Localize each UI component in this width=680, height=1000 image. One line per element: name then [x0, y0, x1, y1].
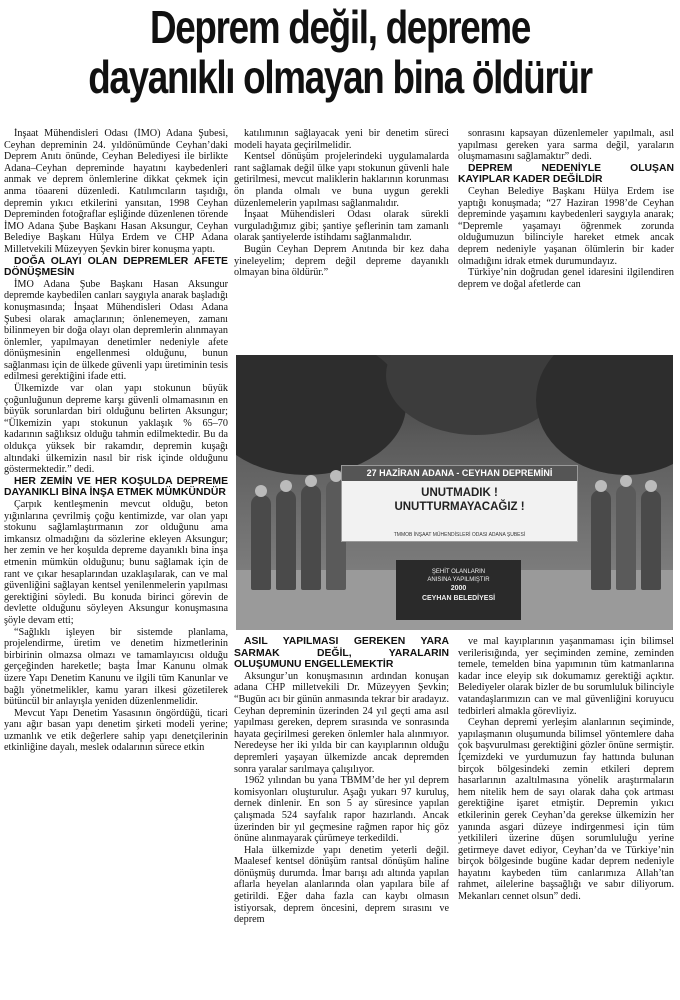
paragraph: İnşaat Mühendisleri Odası (İMO) Adana Şubesi, Ceyhan depreminin 24. yıldönümünde Ceyhan’daki Deprem Anıtı önünde, Ceyhan Belediyesi ile birlikte Adana–Ceyhan depreminde hayatını kaybedenleri anmak ve deprem önlemlerine dikkat çekmek için anma töaareni düzenledi. Katılımcıların taşıdığı, depremin yıkıcı etkilerini yansıtan, 1998 Ceyhan Depreminden fotoğraflar eşliğinde düzenlenen törende İMO Adana Şube Başkanı Hasan Aksungur, Ceyhan Belediye Başkanı Hülya Erdem ve CHP Adana Milletvekili Müzeyyen Şevkin birer konuşma yaptı. [4, 128, 228, 255]
paragraph: Çarpık kentleşmenin mevcut olduğu, beton yığınlarına çevrilmiş çoğu kentimizde, var olan yapı stokunu sağlamlaştırmanın zor olduğunu ama imkansız olmadığını da sözlerine ekleyen Aksungur; her zemin ve her koşulda depreme dayanıklı bina inşa etmenin mümkün olduğunu; bunu sağlamak için de rant ve çıkar hesaplarından uzaklaşılarak, can ve mal güvenliğini sağlayan kentsel yenilenmelerin yapılması gerektiğini söyledi. Bu konuda birinci görevin de devlette olduğunu söyleyen Aksungur konuşmasına şöyle devam etti; [4, 499, 228, 626]
paragraph: sonrasını kapsayan düzenlemeler yapılmalı, asıl yapılması gereken yara sarma değil, yaraların oluşmamasını sağlamaktır” dedi. [458, 128, 674, 163]
headline [68, 2, 612, 102]
paragraph: Ceyhan depremi yerleşim alanlarının seçiminde, yapılaşmanın oluşumunda bilimsel yöntemlere daha çok başvurulması gerektiğini gözler önüne sermiştir. İçemizdeki ve yurdumuzun fay hattında bulunan birçok bölgesindeki zemin etkileri deprem hasarlarının azaltılmasına yönelik araştırmaların hem nitelik hem de sayı olarak daha çok artması gerektiğine işaret etmiştir. Depremin yıkıcı etkilerinin gerek Ceyhan’da gerekse ülkemizin her yanında asgari düzeye indirgenmesi için tüm yetkilileri üzerine düşen sorumluluğu yerine getirmeye davet ediyor, Ceyhan’da ve Türkiye’nin birçok bölgesinde bugüne kadar deprem nedeniyle hayatını kaybeden tüm canlarımıza Allah’tan rahmet, ailelerine başsağlığı ve sabır diliyorum. Mekanları cennet olsun” dedi. [458, 717, 674, 903]
plaque-line2: ANISINA YAPILMIŞTIR [427, 577, 490, 583]
paragraph: Ceyhan Belediye Başkanı Hülya Erdem ise yaptığı konuşmada; “27 Haziran 1998’de Ceyhan depreminde yaşamını kaybedenleri saygıyla anarak; “Depremle yaşamayı öğrenmek zorunda olduğumuzun bilinciyle hareket etmek ancak deprem nedeniyle yaşanan ölümlerin bir kader olmadığını idrak etmek durumundayız. [458, 185, 674, 267]
paragraph: Hala ülkemizde yapı denetim yeterli değil. Maalesef kentsel dönüşüm rantsal dönüşüm haline dönüşmüş durumda. İmar barışı adı altında yapılan aflarla heyelan alanlarında olan yapılara bile af getirildi. Eğer daha fazla can kaybı olmasın istiyorsak, deprem öncesini, deprem sırasını ve deprem [234, 844, 449, 926]
ceremony-photo [236, 355, 673, 630]
subheading: HER ZEMİN VE HER KOŞULDA DEPREME DAYANIKLI BİNA İNŞA ETMEK MÜMKÜNDÜR [4, 475, 228, 499]
headline-line1: Deprem değil, depreme [149, 1, 531, 53]
banner-footer: TMMOB İNŞAAT MÜHENDİSLERİ ODASI ADANA ŞUBESİ [393, 532, 526, 538]
paragraph: Mevcut Yapı Denetim Yasasının öngördüğü, ticari yanı ağır basan yapı denetim şirketi modeli yerine; uzmanlık ve etik değerlere sahip yapı denetçilerinin etkinliğine dayalı, meslek odalarının sürece etkin [4, 707, 228, 754]
column-3 [458, 128, 674, 353]
paragraph: “Sağlıklı işleyen bir sistemde planlama, projelendirme, üretim ve denetim hizmetlerinin birbirinin olmazsa olmazı ve tamamlayıcısı olduğu gerçeğinden hareketle; başta İmar Kanunu olmak üzere Yapı Denetim Kanunu ve ilgili tüm Kanunlar ve bağlı yönetmelikler, kamu yararı ilkesi gözetilerek bütüncül bir anlayışla yeniden düzenlenmelidir. [4, 626, 228, 708]
paragraph: Kentsel dönüşüm projelerindeki uygulamalarda rant sağlamak değil ülke yapı stokunun güvenli hale getirilmesi, mevcut maliklerin haklarının korunması ön planda olmalı ve buna uygun gerekli düzenlemelerin yapılması sağlanmalıdır. [234, 151, 449, 209]
plaque-line1: ŞEHİT OLANLARIN [431, 569, 486, 575]
memorial-plaque [396, 560, 521, 620]
subheading: ASIL YAPILMASI GEREKEN YARA SARMAK DEĞİL, YARALARIN OLUŞUMUNU ENGELLEMEKTİR [234, 636, 449, 671]
paragraph: Aksungur’un konuşmasının ardından konuşan adana CHP milletvekili Dr. Müzeyyen Şevkin; “Bugün acı bir günün anmasında tekrar bir aradayız. Ceyhan depreminin üzerinden 24 yıl geçti ama asıl yapılması gereken, deprem sırasında ve sonrasında hayata geçirilmesi gereken önlemler hala alınmıyor. Neredeyse her iki yılda bir can kayıplarının olduğu depremleri yaşayan ülkemizde ancak depremden sonra yaralar sarılmaya çalışılıyor. [234, 670, 449, 775]
column-2 [234, 128, 449, 353]
column-1 [4, 128, 228, 1000]
subheading: DEPREM NEDENİYLE OLUŞAN KAYIPLAR KADER DEĞİLDİR [458, 162, 674, 186]
paragraph: Türkiye’nin doğrudan genel idaresini ilgilendiren deprem ve doğal afetlerde can [458, 267, 674, 290]
column-4 [234, 636, 449, 1000]
memorial-banner [341, 465, 578, 542]
banner-line1: UNUTMADIK ! [421, 487, 498, 499]
subheading: DOĞA OLAYI OLAN DEPREMLER AFETE DÖNÜŞMESİN [4, 255, 228, 279]
headline-line2: dayanıklı olmayan bina öldürür [88, 51, 592, 103]
banner-top-text: 27 HAZİRAN ADANA - CEYHAN DEPREMİNİ [342, 466, 577, 481]
banner-line2: UNUTTURMAYACAĞIZ ! [394, 501, 525, 513]
paragraph: katılımının sağlayacak yeni bir denetim süreci modeli hayata geçirilmelidir. [234, 128, 449, 151]
paragraph: 1962 yılından bu yana TBMM’de her yıl deprem komisyonları oluşturulur. Aşağı yukarı 97 kuruluş, dernek dinlenir. En son 5 ay süresince yapılan çalışmada 524 sayfalık rapor hazırlandı. Ancak üzerinden bir yıl geçmesine rağmen rapor hiç göz önüne alınmayarak çürümeye terkedildi. [234, 775, 449, 845]
column-5 [458, 636, 674, 1000]
paragraph: ve mal kayıplarının yaşanmaması için bilimsel verilerisığında, yer seçiminden zemine, zeminden temele, temelden bina yapımının tüm katmanlarına kadar ince eleyip sık dokumamız gerektiği açıktır. Belediyeler olarak bizler de bu sorumluluk bilinciyle vatandaşlarımızın can ve mal güvenliğini koruyucu tedbirleri almakla görevliyiz. [458, 636, 674, 717]
plaque-line3: 2000 [450, 585, 467, 592]
plaque-line4: CEYHAN BELEDİYESİ [421, 595, 496, 602]
paragraph: Bugün Ceyhan Deprem Anıtında bir kez daha yineleyelim; deprem değil depreme dayanıklı olmayan bina öldürür.” [234, 243, 449, 279]
paragraph: İMO Adana Şube Başkanı Hasan Aksungur depremde kaybedilen canları saygıyla anarak başladığı konuşmasında; İnşaat Mühendisleri Odası Adana Şubesi olarak amaçlarının; önlenemeyen, zamanı bilinmeyen bir doğa olayı olan depremlerin alınmayan önlemler, yapılmayan denetimler nedeniyle afete dönüşmesinin engellenmesi olduğunu, bunun sağlanması için de ülkede güvenli yapı üretiminin tesis edilmesi gerektiğini ifade etti. [4, 278, 228, 383]
paragraph: İnşaat Mühendisleri Odası olarak sürekli vurguladığımız gibi; şantiye şeflerinin tam zamanlı olarak şantiyelerde istihdamı sağlanmalıdır. [234, 209, 449, 244]
paragraph: Ülkemizde var olan yapı stokunun büyük çoğunluğunun depreme karşı güvenli olmamasının en büyük sorunlardan biri olduğunu belirten Aksungur; “Ülkemizin yapı stokunun yaklaşık % 65–70 kadarının sağlıksız olduğu tahmin edilmektedir. Bu da oldukça yüksek bir rakamdır, depremin kuşağı altındaki ülkemizin nasıl bir risk içinde olduğunu göstermektedir.” dedi. [4, 383, 228, 476]
